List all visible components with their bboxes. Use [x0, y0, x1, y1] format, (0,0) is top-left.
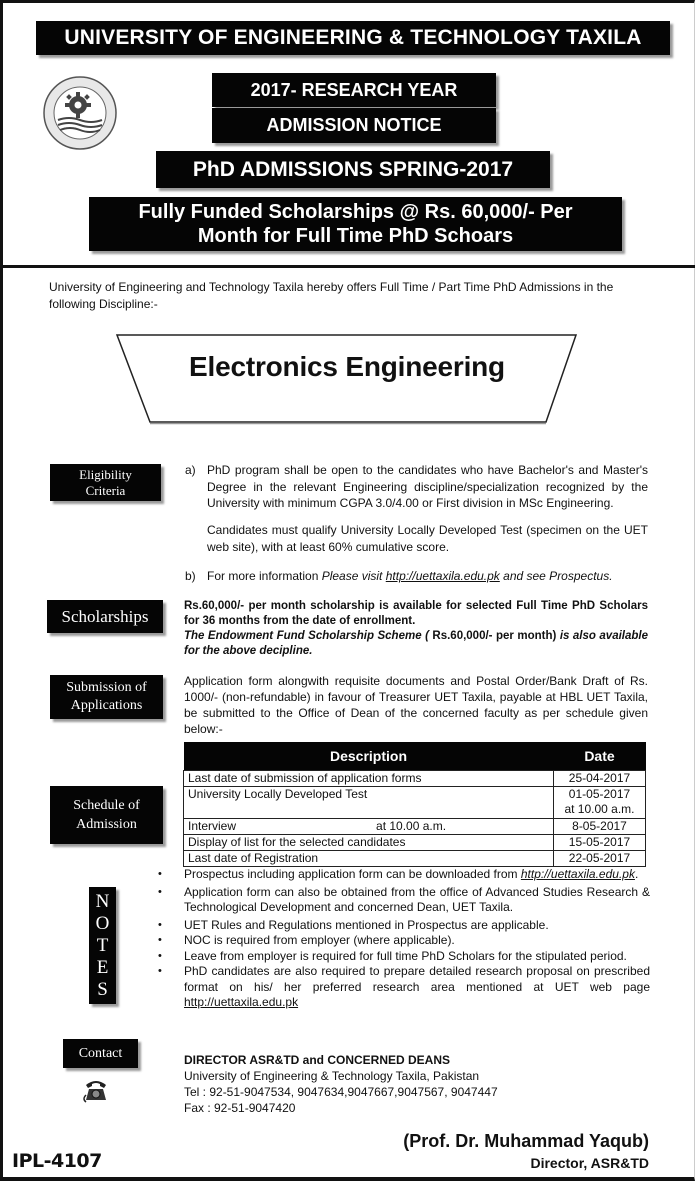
schedule-label: [50, 786, 163, 844]
scholarships-label: Scholarships: [47, 600, 163, 633]
list-item: [155, 867, 650, 883]
table-row: [184, 818, 646, 834]
note-text: UET Rules and Regulations mentioned in Prospectus are applicable.: [184, 917, 549, 932]
note-suffix: .: [634, 867, 639, 881]
eligibility-label: [50, 464, 161, 501]
scholarships-text: [184, 599, 648, 659]
header-divider: [0, 265, 695, 268]
phd-admissions-banner: PhD ADMISSIONS SPRING-2017: [156, 151, 550, 188]
note-text: Application form can also be obtained from the office of Advanced Studies Research & Technological Development and concerned Dean, UET Taxila.: [184, 884, 650, 914]
university-title: UNIVERSITY OF ENGINEERING & TECHNOLOGY TAXILA: [36, 21, 670, 55]
row-date: [554, 786, 646, 818]
bullet-icon: •: [158, 934, 162, 946]
contact-fax: Fax : 92-51-9047420: [184, 1101, 296, 1115]
row-date-value: 01-05-2017: [568, 786, 631, 801]
contact-heading: DIRECTOR ASR&TD and CONCERNED DEANS: [184, 1053, 451, 1067]
scholarships-endowment-b: is also available for the above decipline.: [184, 630, 649, 657]
column-header-date: Date: [554, 742, 646, 770]
scholarship-banner-line1: Fully Funded Scholarships @ Rs. 60,000/- Per: [138, 201, 573, 223]
scholarship-banner: [89, 197, 622, 251]
eligibility-b-suffix: and see Prospectus.: [499, 569, 613, 583]
bullet-icon: •: [158, 949, 162, 962]
table-row: [184, 834, 646, 850]
bullet-icon: •: [158, 868, 162, 880]
scholarships-endowment-amount: Rs.60,000/- per month): [432, 630, 557, 642]
row-description: Last date of Registration: [184, 850, 554, 866]
row-description: [184, 818, 554, 834]
note-text: Prospectus including application form can be downloaded from: [184, 867, 521, 881]
notes-letter: O: [95, 912, 110, 934]
list-item: [155, 885, 650, 916]
notes-label: [89, 887, 116, 1004]
note-text: Leave from employer is required for full time PhD Scholars for the stipulated period.: [184, 948, 627, 963]
schedule-label-line1: Schedule of: [73, 798, 140, 813]
schedule-label-line2: Admission: [76, 817, 137, 832]
row-date: 22-05-2017: [554, 850, 646, 866]
bullet-icon: •: [158, 965, 162, 977]
row-date: 15-05-2017: [554, 834, 646, 850]
eligibility-b-text: [207, 568, 648, 585]
schedule-table: [183, 742, 646, 867]
list-item: [155, 933, 650, 949]
row-date: 25-04-2017: [554, 770, 646, 786]
telephone-icon: [82, 1075, 110, 1103]
submission-label-line2: Applications: [70, 698, 143, 713]
eligibility-label-line2: Criteria: [85, 482, 126, 498]
university-seal-icon: [42, 75, 118, 151]
row-date: 8-05-2017: [554, 818, 646, 834]
row-description-note: at 10.00 a.m.: [376, 818, 447, 833]
contact-tel: Tel : 92-51-9047534, 9047634,9047667,9047567, 9047447: [184, 1085, 498, 1099]
row-date-note: at 10.00 a.m.: [564, 801, 635, 816]
admission-notice-banner: ADMISSION NOTICE: [212, 108, 496, 143]
contact-address: University of Engineering & Technology Taxila, Pakistan: [184, 1069, 480, 1083]
notes-letter: S: [97, 978, 108, 1000]
notes-letter: T: [96, 934, 109, 956]
contact-label: Contact: [63, 1039, 138, 1068]
row-description: Display of list for the selected candidates: [184, 834, 554, 850]
intro-text: University of Engineering and Technology Taxila hereby offers Full Time / Part Time PhD Admissions in the following Discipline:-: [49, 280, 614, 311]
submission-text: Application form alongwith requisite documents and Postal Order/Bank Draft of Rs. 1000/- (non-refundable) in favour of Treasurer UET Taxila, payable at HBL UET Taxila, be submitted to the Office of Dean of the concerned faculty as per schedule given below:-: [184, 674, 648, 736]
signatory-name: (Prof. Dr. Muhammad Yaqub): [403, 1131, 649, 1151]
table-row: [184, 786, 646, 818]
eligibility-label-line1: Eligibility: [79, 466, 132, 482]
web-page-link[interactable]: http://uettaxila.edu.pk: [184, 995, 299, 1009]
submission-label-line1: Submission of: [66, 680, 147, 695]
prospectus-link[interactable]: http://uettaxila.edu.pk: [520, 867, 635, 881]
eligibility-b-prefix: For more information: [207, 569, 322, 583]
table-row: [184, 770, 646, 786]
reference-number: IPL-4107: [12, 1150, 102, 1172]
scholarship-banner-line2: Month for Full Time PhD Schoars: [197, 225, 514, 247]
list-item: [155, 918, 650, 934]
signatory-designation: Director, ASR&TD: [530, 1155, 649, 1171]
row-description-text: Interview: [188, 818, 237, 833]
notes-letter: N: [95, 890, 110, 912]
list-item: [155, 949, 650, 965]
column-header-description: Description: [184, 742, 554, 770]
notes-list: [155, 867, 650, 1013]
row-description: Last date of submission of application forms: [184, 770, 554, 786]
eligibility-a-text: PhD program shall be open to the candidates who have Bachelor's and Master's Degree in the relevant Engineering discipline/specialization recognized by the University with minimum CGPA 3.0/4.00 or First division in MSc Engineering.: [207, 463, 648, 510]
discipline-title: Electronics Engineering: [189, 351, 505, 382]
eligibility-b-italic: Please visit: [321, 569, 386, 583]
schedule-header-row: [184, 742, 646, 770]
research-year-banner: 2017- RESEARCH YEAR: [212, 73, 496, 107]
scholarships-line1: Rs.60,000/- per month scholarship is available for selected Full Time PhD Scholars for 36 months from the date of enrollment.: [184, 600, 648, 627]
list-item: [155, 964, 650, 1011]
table-row: [184, 850, 646, 866]
scholarships-endowment-a: The Endowment Fund Scholarship Scheme (: [184, 630, 433, 642]
eligibility-a-marker: a): [185, 463, 196, 477]
website-link[interactable]: http://uettaxila.edu.pk: [385, 569, 500, 583]
eligibility-b-marker: b): [185, 569, 196, 583]
bullet-icon: •: [158, 918, 162, 931]
note-text: NOC is required from employer (where applicable).: [184, 933, 455, 947]
bullet-icon: •: [158, 885, 162, 898]
eligibility-test-text: Candidates must qualify University Locally Developed Test (specimen on the UET web site), with at least 60% cumulative score.: [207, 523, 648, 554]
contact-details: [184, 1052, 498, 1116]
notes-letter: E: [96, 956, 109, 978]
submission-label: [50, 675, 163, 719]
note-text: PhD candidates are also required to prepare detailed research proposal on prescribed format on his/ her preferred research area mentioned at UET web page: [184, 964, 650, 994]
row-description: University Locally Developed Test: [184, 786, 554, 818]
